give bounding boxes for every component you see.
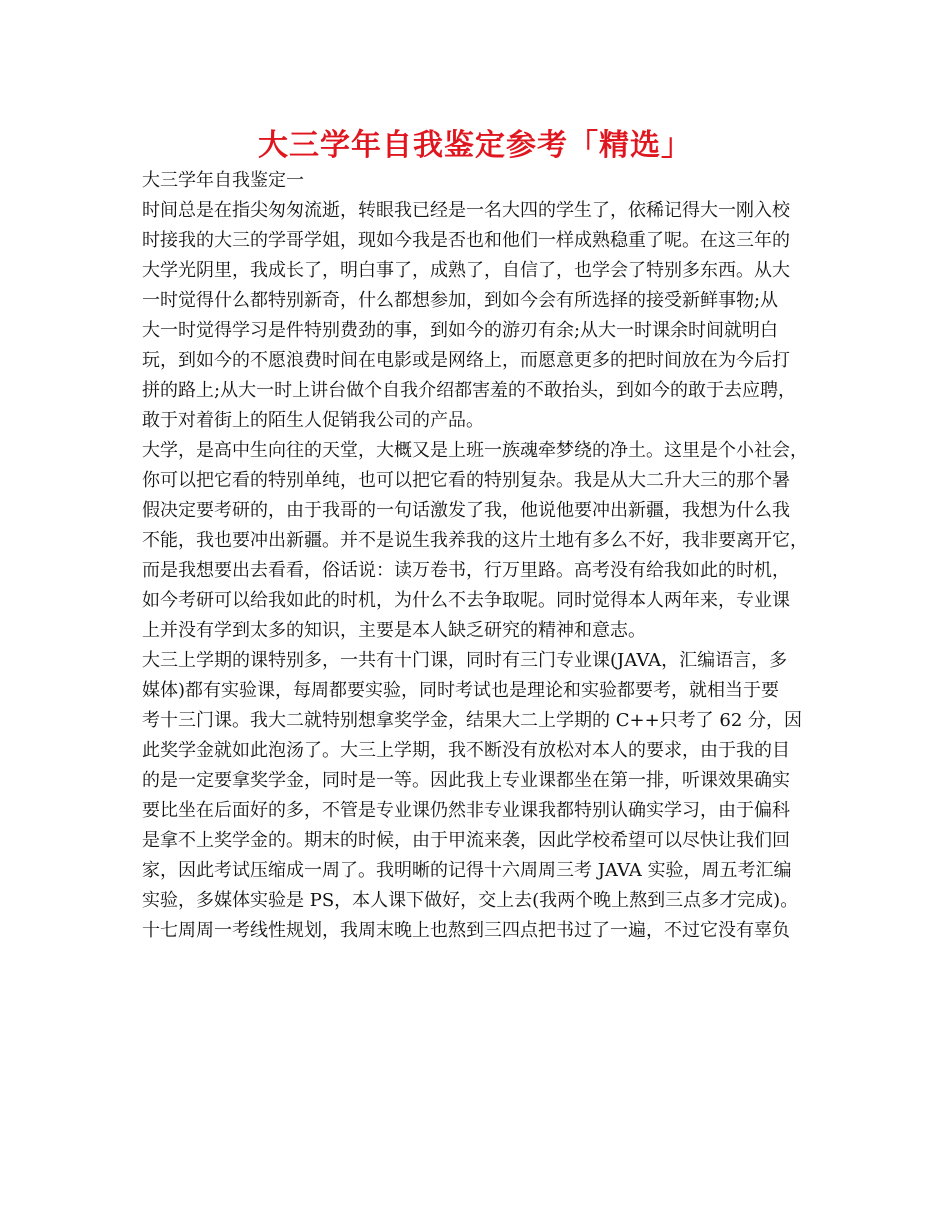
paragraph-line: 大学，是高中生向往的天堂，大概又是上班一族魂牵梦绕的净土。这里是个小社会， bbox=[142, 440, 808, 461]
paragraph-line: 是拿不上奖学金的。期末的时候，由于甲流来袭，因此学校希望可以尽快让我们回 bbox=[142, 830, 790, 851]
paragraph-line: 上并没有学到太多的知识，主要是本人缺乏研究的精神和意志。 bbox=[142, 620, 646, 641]
paragraph-line: 媒体)都有实验课，每周都要实验，同时考试也是理论和实验都要考，就相当于要 bbox=[142, 680, 780, 701]
paragraph-line: 而是我想要出去看看，俗话说：读万卷书，行万里路。高考没有给我如此的时机， bbox=[142, 560, 790, 581]
paragraph-line: 拼的路上;从大一时上讲台做个自我介绍都害羞的不敢抬头，到如今的敢于去应聘， bbox=[142, 380, 797, 401]
paragraph-line: 假决定要考研的，由于我哥的一句话激发了我，他说他要冲出新疆，我想为什么我 bbox=[142, 500, 790, 521]
document-title: 大三学年自我鉴定参考「精选」 bbox=[258, 128, 692, 163]
paragraph-line: 不能，我也要冲出新疆。并不是说生我养我的这片土地有多么不好，我非要离开它， bbox=[142, 530, 808, 551]
paragraph-line: 要比坐在后面好的多，不管是专业课仍然非专业课我都特别认确实学习，由于偏科 bbox=[142, 800, 790, 821]
document-body bbox=[142, 166, 822, 946]
paragraph-line: 玩，到如今的不愿浪费时间在电影或是网络上，而愿意更多的把时间放在为今后打 bbox=[142, 350, 790, 371]
paragraph-line: 家，因此考试压缩成一周了。我明晰的记得十六周周三考 JAVA 实验，周五考汇编 bbox=[142, 860, 792, 881]
paragraph-line: 时间总是在指尖匆匆流逝，转眼我已经是一名大四的学生了，依稀记得大一刚入校 bbox=[142, 200, 790, 221]
paragraph-line: 一时觉得什么都特别新奇，什么都想参加，到如今会有所选择的接受新鲜事物;从 bbox=[142, 290, 779, 311]
paragraph-line: 十七周周一考线性规划，我周末晚上也熬到三四点把书过了一遍，不过它没有辜负 bbox=[142, 920, 790, 941]
paragraph-line: 实验，多媒体实验是 PS，本人课下做好，交上去(我两个晚上熬到三点多才完成)。 bbox=[142, 890, 799, 911]
paragraph-line: 的是一定要拿奖学金，同时是一等。因此我上专业课都坐在第一排，听课效果确实 bbox=[142, 770, 790, 791]
paragraph-line: 大三上学期的课特别多，一共有十门课，同时有三门专业课(JAVA，汇编语言，多 bbox=[142, 650, 788, 671]
section-heading: 大三学年自我鉴定一 bbox=[142, 170, 304, 191]
paragraph-line: 如今考研可以给我如此的时机，为什么不去争取呢。同时觉得本人两年来，专业课 bbox=[142, 590, 790, 611]
paragraph-line: 大一时觉得学习是件特别费劲的事，到如今的游刃有余;从大一时课余时间就明白 bbox=[142, 320, 779, 341]
paragraph-line: 时接我的大三的学哥学姐，现如今我是否也和他们一样成熟稳重了呢。在这三年的 bbox=[142, 230, 790, 251]
paragraph-line: 考十三门课。我大二就特别想拿奖学金，结果大二上学期的 C++只考了 62 分，因 bbox=[142, 710, 803, 731]
paragraph-line: 敢于对着街上的陌生人促销我公司的产品。 bbox=[142, 410, 484, 431]
paragraph-line: 大学光阴里，我成长了，明白事了，成熟了，自信了，也学会了特别多东西。从大 bbox=[142, 260, 790, 281]
paragraph-line: 你可以把它看的特别单纯，也可以把它看的特别复杂。我是从大二升大三的那个暑 bbox=[142, 470, 790, 491]
paragraph-line: 此奖学金就如此泡汤了。大三上学期，我不断没有放松对本人的要求，由于我的目 bbox=[142, 740, 790, 761]
